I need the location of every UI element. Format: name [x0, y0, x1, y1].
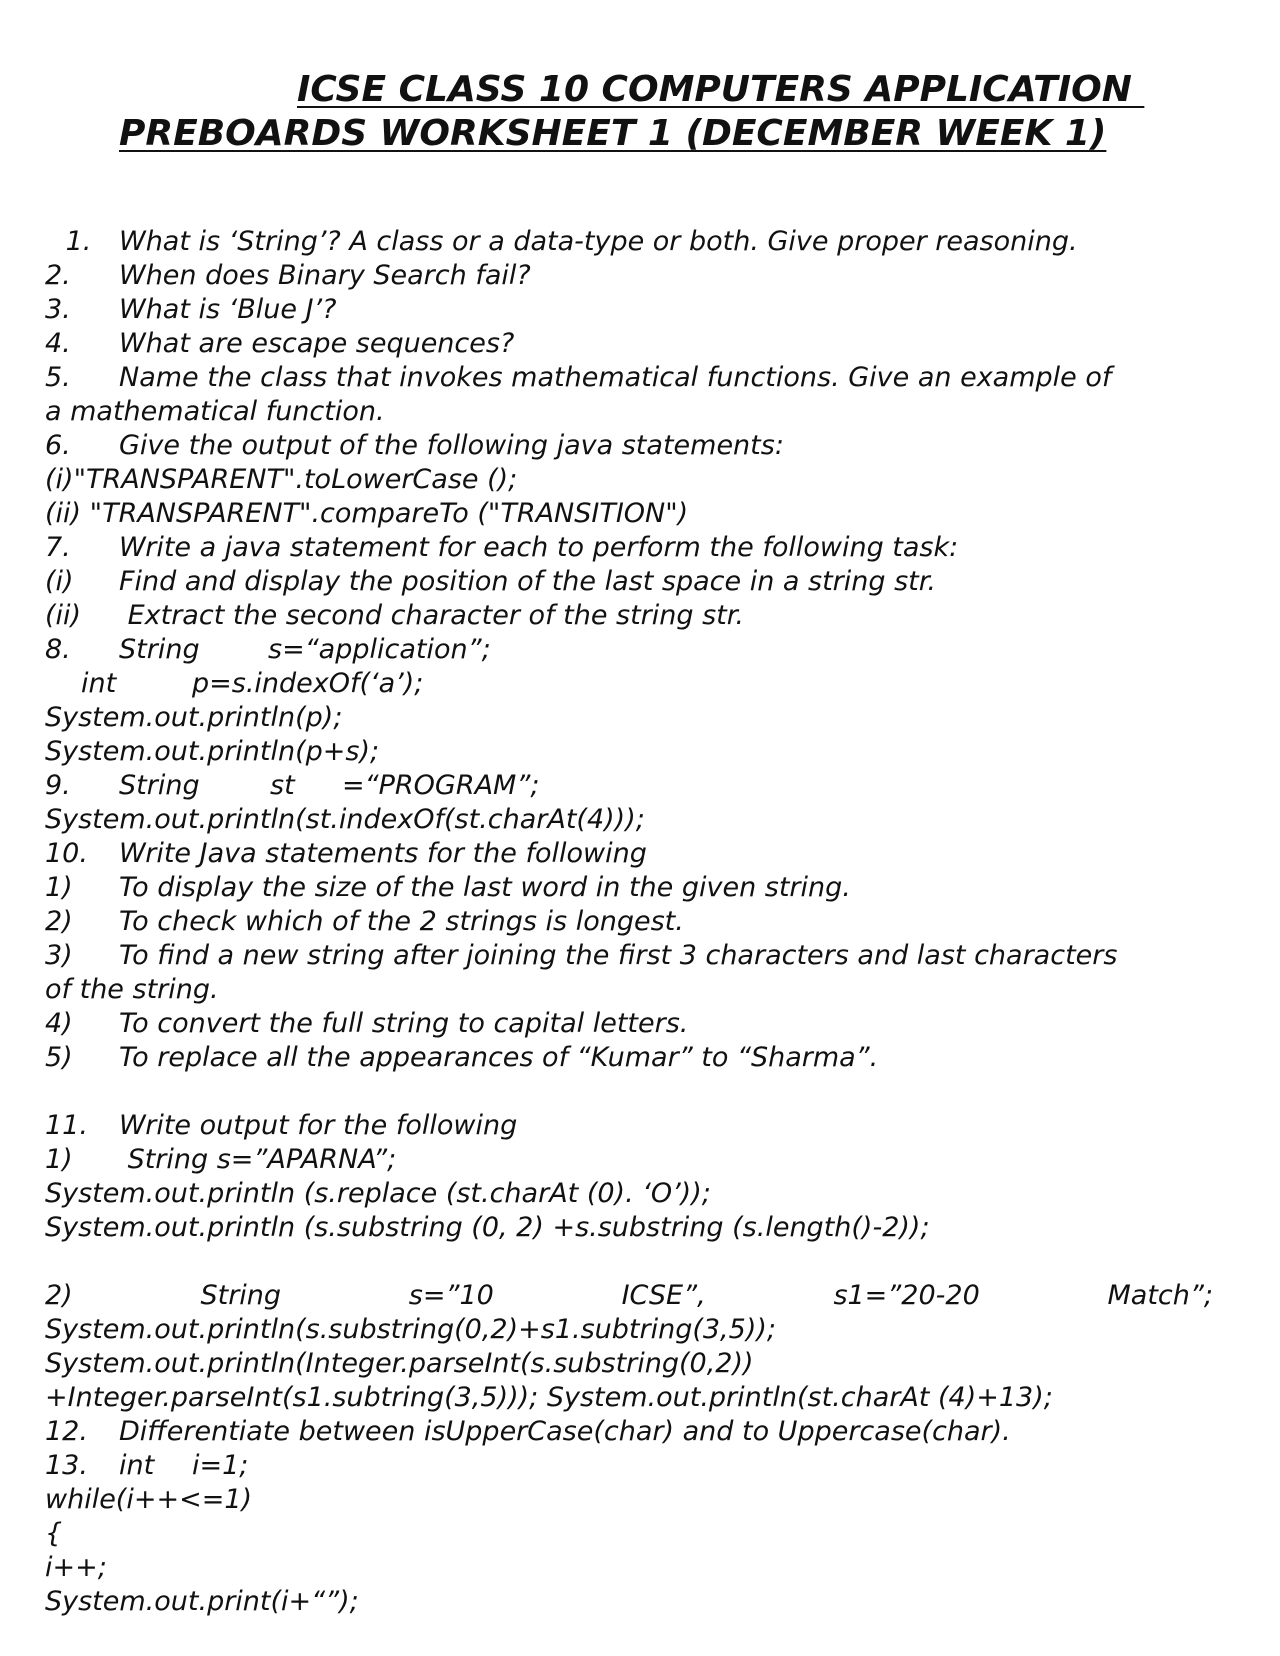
code-token: String [119, 634, 200, 665]
sub-item-number: 2) [45, 1280, 73, 1311]
sub-item-number: (ii) [45, 600, 82, 631]
code-token: Match”; [1107, 1280, 1213, 1311]
sub-item-number: 4) [45, 1008, 73, 1039]
code-line: System.out.print(i+“”); [45, 1586, 359, 1617]
question-text: What is ‘String’? A class or a data-type or both. Give proper reasoning. [119, 226, 1078, 257]
question-1 [45, 225, 1078, 259]
question-text: Write a java statement for each to perform the following task: [119, 532, 959, 563]
question-10-item-1 [45, 871, 851, 905]
question-7 [45, 531, 959, 565]
question-13 [45, 1449, 249, 1483]
question-10-item-2 [45, 905, 684, 939]
question-10 [45, 837, 647, 871]
code-line: System.out.println (s.replace (st.charAt (0). ‘O’)); [45, 1178, 711, 1209]
question-number: 11. [45, 1110, 88, 1141]
question-number: 7. [45, 532, 71, 563]
question-number: 10. [45, 838, 88, 869]
question-12 [45, 1415, 1011, 1449]
code-line [45, 667, 424, 701]
code-line: System.out.println(s.substring(0,2)+s1.subtring(3,5)); [45, 1314, 776, 1345]
code-token: s1=”20-20 [833, 1280, 980, 1311]
question-2 [45, 259, 531, 293]
question-11 [45, 1109, 518, 1143]
question-10-item-3-continued: of the string. [45, 974, 219, 1005]
question-10-item-3 [45, 939, 1118, 973]
code-token: ICSE”, [621, 1280, 706, 1311]
question-text: Differentiate between isUpperCase(char) and to Uppercase(char). [119, 1416, 1011, 1447]
sub-item-text: Find and display the position of the last space in a string str. [119, 566, 936, 597]
code-line: System.out.println(p); [45, 702, 343, 733]
sub-item-number: 1) [45, 872, 73, 903]
sub-item-number: 2) [45, 906, 73, 937]
sub-item-number: 3) [45, 940, 73, 971]
code-token: int [81, 668, 117, 699]
question-3 [45, 293, 337, 327]
code-token: int [119, 1450, 155, 1481]
question-number: 4. [45, 328, 71, 359]
question-number: 1. [57, 226, 92, 257]
code-token: String [200, 1280, 282, 1311]
code-token: s=”10 [408, 1280, 494, 1311]
question-4 [45, 327, 515, 361]
question-text: Give the output of the following java statements: [119, 430, 784, 461]
question-text: Name the class that invokes mathematical functions. Give an example of [119, 362, 1112, 393]
sub-item-text: To replace all the appearances of “Kumar” to “Sharma”. [119, 1042, 879, 1073]
sub-item-text: To find a new string after joining the first 3 characters and last characters [119, 940, 1118, 971]
question-8 [45, 633, 491, 667]
question-9 [45, 769, 540, 803]
question-6 [45, 429, 784, 463]
question-number: 12. [45, 1416, 88, 1447]
sub-item-text: String s=”APARNA”; [119, 1144, 397, 1175]
question-10-item-4 [45, 1007, 689, 1041]
code-token: i=1; [192, 1450, 249, 1481]
sub-item-number: 1) [45, 1144, 73, 1175]
question-number: 13. [45, 1450, 88, 1481]
code-line: System.out.println(p+s); [45, 736, 380, 767]
sub-item-text: To display the size of the last word in the given string. [119, 872, 851, 903]
question-11-item-1 [45, 1143, 397, 1177]
question-10-item-5 [45, 1041, 879, 1075]
worksheet-title-line-2: PREBOARDS WORKSHEET 1 (DECEMBER WEEK 1) [119, 113, 1107, 154]
sub-item-number: (i) [45, 566, 74, 597]
code-token: =“PROGRAM”; [342, 770, 540, 801]
question-6-part-i: (i)"TRANSPARENT".toLowerCase (); [45, 464, 518, 495]
code-line: System.out.println(Integer.parseInt(s.substring(0,2)) [45, 1348, 754, 1379]
code-token: p=s.indexOf(‘a’); [192, 668, 424, 699]
question-text: What is ‘Blue J’? [119, 294, 337, 325]
code-line: i++; [45, 1552, 107, 1583]
question-7-part-i [45, 565, 936, 599]
question-text: When does Binary Search fail? [119, 260, 531, 291]
question-number: 9. [45, 770, 71, 801]
question-number: 6. [45, 430, 71, 461]
sub-item-text: To convert the full string to capital letters. [119, 1008, 689, 1039]
code-token: st [270, 770, 295, 801]
code-line: System.out.println(st.indexOf(st.charAt(4))); [45, 804, 645, 835]
question-5-continued: a mathematical function. [45, 396, 385, 427]
code-token: s=“application”; [268, 634, 491, 665]
question-6-part-ii: (ii) "TRANSPARENT".compareTo ("TRANSITION") [45, 498, 689, 529]
question-text: Write output for the following [119, 1110, 518, 1141]
sub-item-text: To check which of the 2 strings is longest. [119, 906, 684, 937]
sub-item-number: 5) [45, 1042, 73, 1073]
question-number: 3. [45, 294, 71, 325]
question-number: 2. [45, 260, 71, 291]
question-5 [45, 361, 1112, 395]
question-number: 8. [45, 634, 71, 665]
code-token: String [119, 770, 200, 801]
code-line: { [45, 1518, 63, 1549]
question-number: 5. [45, 362, 71, 393]
worksheet-title-line-1: ICSE CLASS 10 COMPUTERS APPLICATION [297, 69, 1145, 110]
question-7-part-ii [45, 599, 744, 633]
code-line: System.out.println (s.substring (0, 2) +s.substring (s.length()-2)); [45, 1212, 930, 1243]
sub-item-text: Extract the second character of the string str. [119, 600, 744, 631]
code-line: +Integer.parseInt(s1.subtring(3,5))); System.out.println(st.charAt (4)+13); [45, 1382, 1053, 1413]
question-11-item-2 [45, 1279, 1213, 1313]
code-line: while(i++<=1) [45, 1484, 253, 1515]
question-text: What are escape sequences? [119, 328, 515, 359]
question-text: Write Java statements for the following [119, 838, 647, 869]
